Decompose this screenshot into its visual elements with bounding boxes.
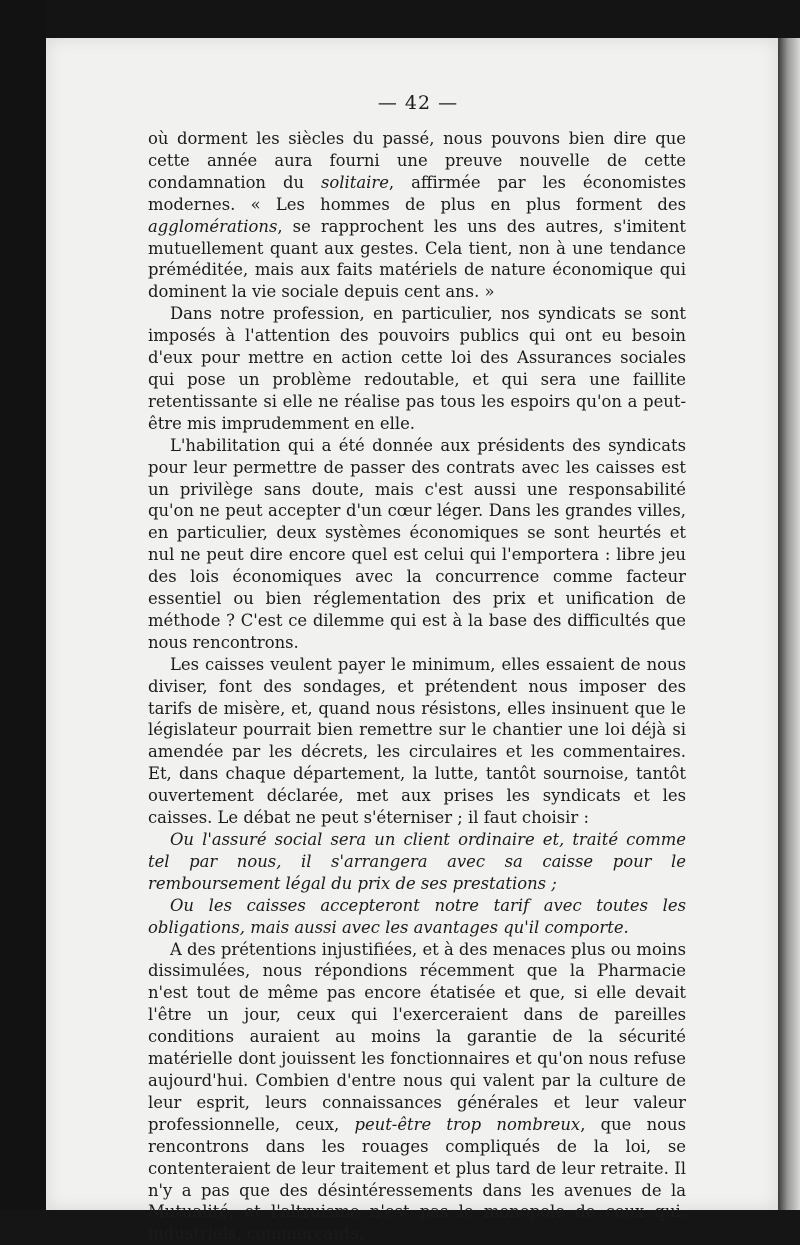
paragraph-option-1: Ou l'assuré social sera un client ordinaire et, traité comme tel par nous, il s'arrangera avec sa caisse pour le remboursement légal du prix de ses prestations ; [148, 830, 686, 893]
paragraph-option-2: Ou les caisses accepteront notre tarif avec toutes les obligations, mais aussi avec les avantages qu'il comporte. [148, 895, 686, 937]
paragraph-4: Les caisses veulent payer le minimum, elles essaient de nous diviser, font des sondages, et prétendent nous imposer des tarifs de misère, et, quand nous résistons, elles insinuent que le législateur pourrait bien remettre sur le chantier une loi déjà si amendée par les décrets, les circulaires et les commentaires. Et, dans chaque département, la lutte, tantôt sournoise, tantôt ouvertement déclarée, met aux prises les syndicats et les caisses. Le débat ne peut s'éterniser ; il faut choisir : [148, 654, 686, 828]
scan-background-top [0, 0, 800, 40]
body-text [148, 128, 686, 1245]
emphasis-solitaire: solitaire [321, 172, 389, 192]
paragraph-1: où dorment les siècles du passé, nous pouvons bien dire que cette année aura fourni une preuve nouvelle de cette condamnation du solitaire, affirmée par les économistes modernes. « Les hommes de plus en plus forment des agglomérations, se rapprochent les uns des autres, s'imitent mutuellement quant aux gestes. Cela tient, non à une tendance préméditée, mais aux faits matériels de nature économique qui dominent la vie sociale depuis cent ans. » [148, 129, 686, 302]
paragraph-2: Dans notre profession, en particulier, nos syndicats se sont imposés à l'attention des pouvoirs publics qui ont eu besoin d'eux pour mettre en action cette loi des Assurances sociales qui pose un problème redoutable, et qui sera une faillite retentissante si elle ne réalise pas tous les espoirs qu'on a peut-être mis imprudemment en elle. [148, 304, 686, 433]
paragraph-3: L'habilitation qui a été donnée aux présidents des syndicats pour leur permettre de passer des contrats avec les caisses est un privilège sans doute, mais c'est aussi une responsabilité qu'on ne peut accepter d'un cœur léger. Dans les grandes villes, en particulier, deux systèmes économiques se sont heurtés et nul ne peut dire encore quel est celui qui l'emportera : libre jeu des lois économiques avec la concurrence comme facteur essentiel ou bien réglementation des prix et unification de méthode ? C'est ce dilemme qui est à la base des difficultés que nous rencontrons. [148, 435, 686, 652]
page-number: — 42 — [377, 92, 459, 114]
emphasis-peut-etre: peut-être trop nombreux [354, 1114, 581, 1134]
emphasis-agglomerations: agglomérations [148, 216, 278, 236]
paragraph-5: A des prétentions injustifiées, et à des menaces plus ou moins dissimulées, nous répondions récemment que la Pharmacie n'est tout de même pas encore étatisée et que, si elle devait l'être un jour, ceux qui l'exerceraient dans de pareilles conditions auraient au moins la garantie de la sécurité matérielle dont jouissent les fonctionnaires et qu'on nous refuse aujourd'hui. Combien d'entre nous qui valent par la culture de leur esprit, leurs connaissances générales et leur valeur professionnelle, ceux, peut-être trop nombreux, que nous rencontrons dans les rouages compliqués de la loi, se contenteraient de leur traitement et plus tard de leur retraite. Il n'y a pas que des désintéressements dans les avenues de la Mutualité, et l'altruisme n'est pas le monopole de ceux qui, industriels, commerçants, [148, 939, 686, 1244]
page-gutter-shadow [778, 38, 800, 1210]
scan-background-left [0, 0, 46, 1210]
